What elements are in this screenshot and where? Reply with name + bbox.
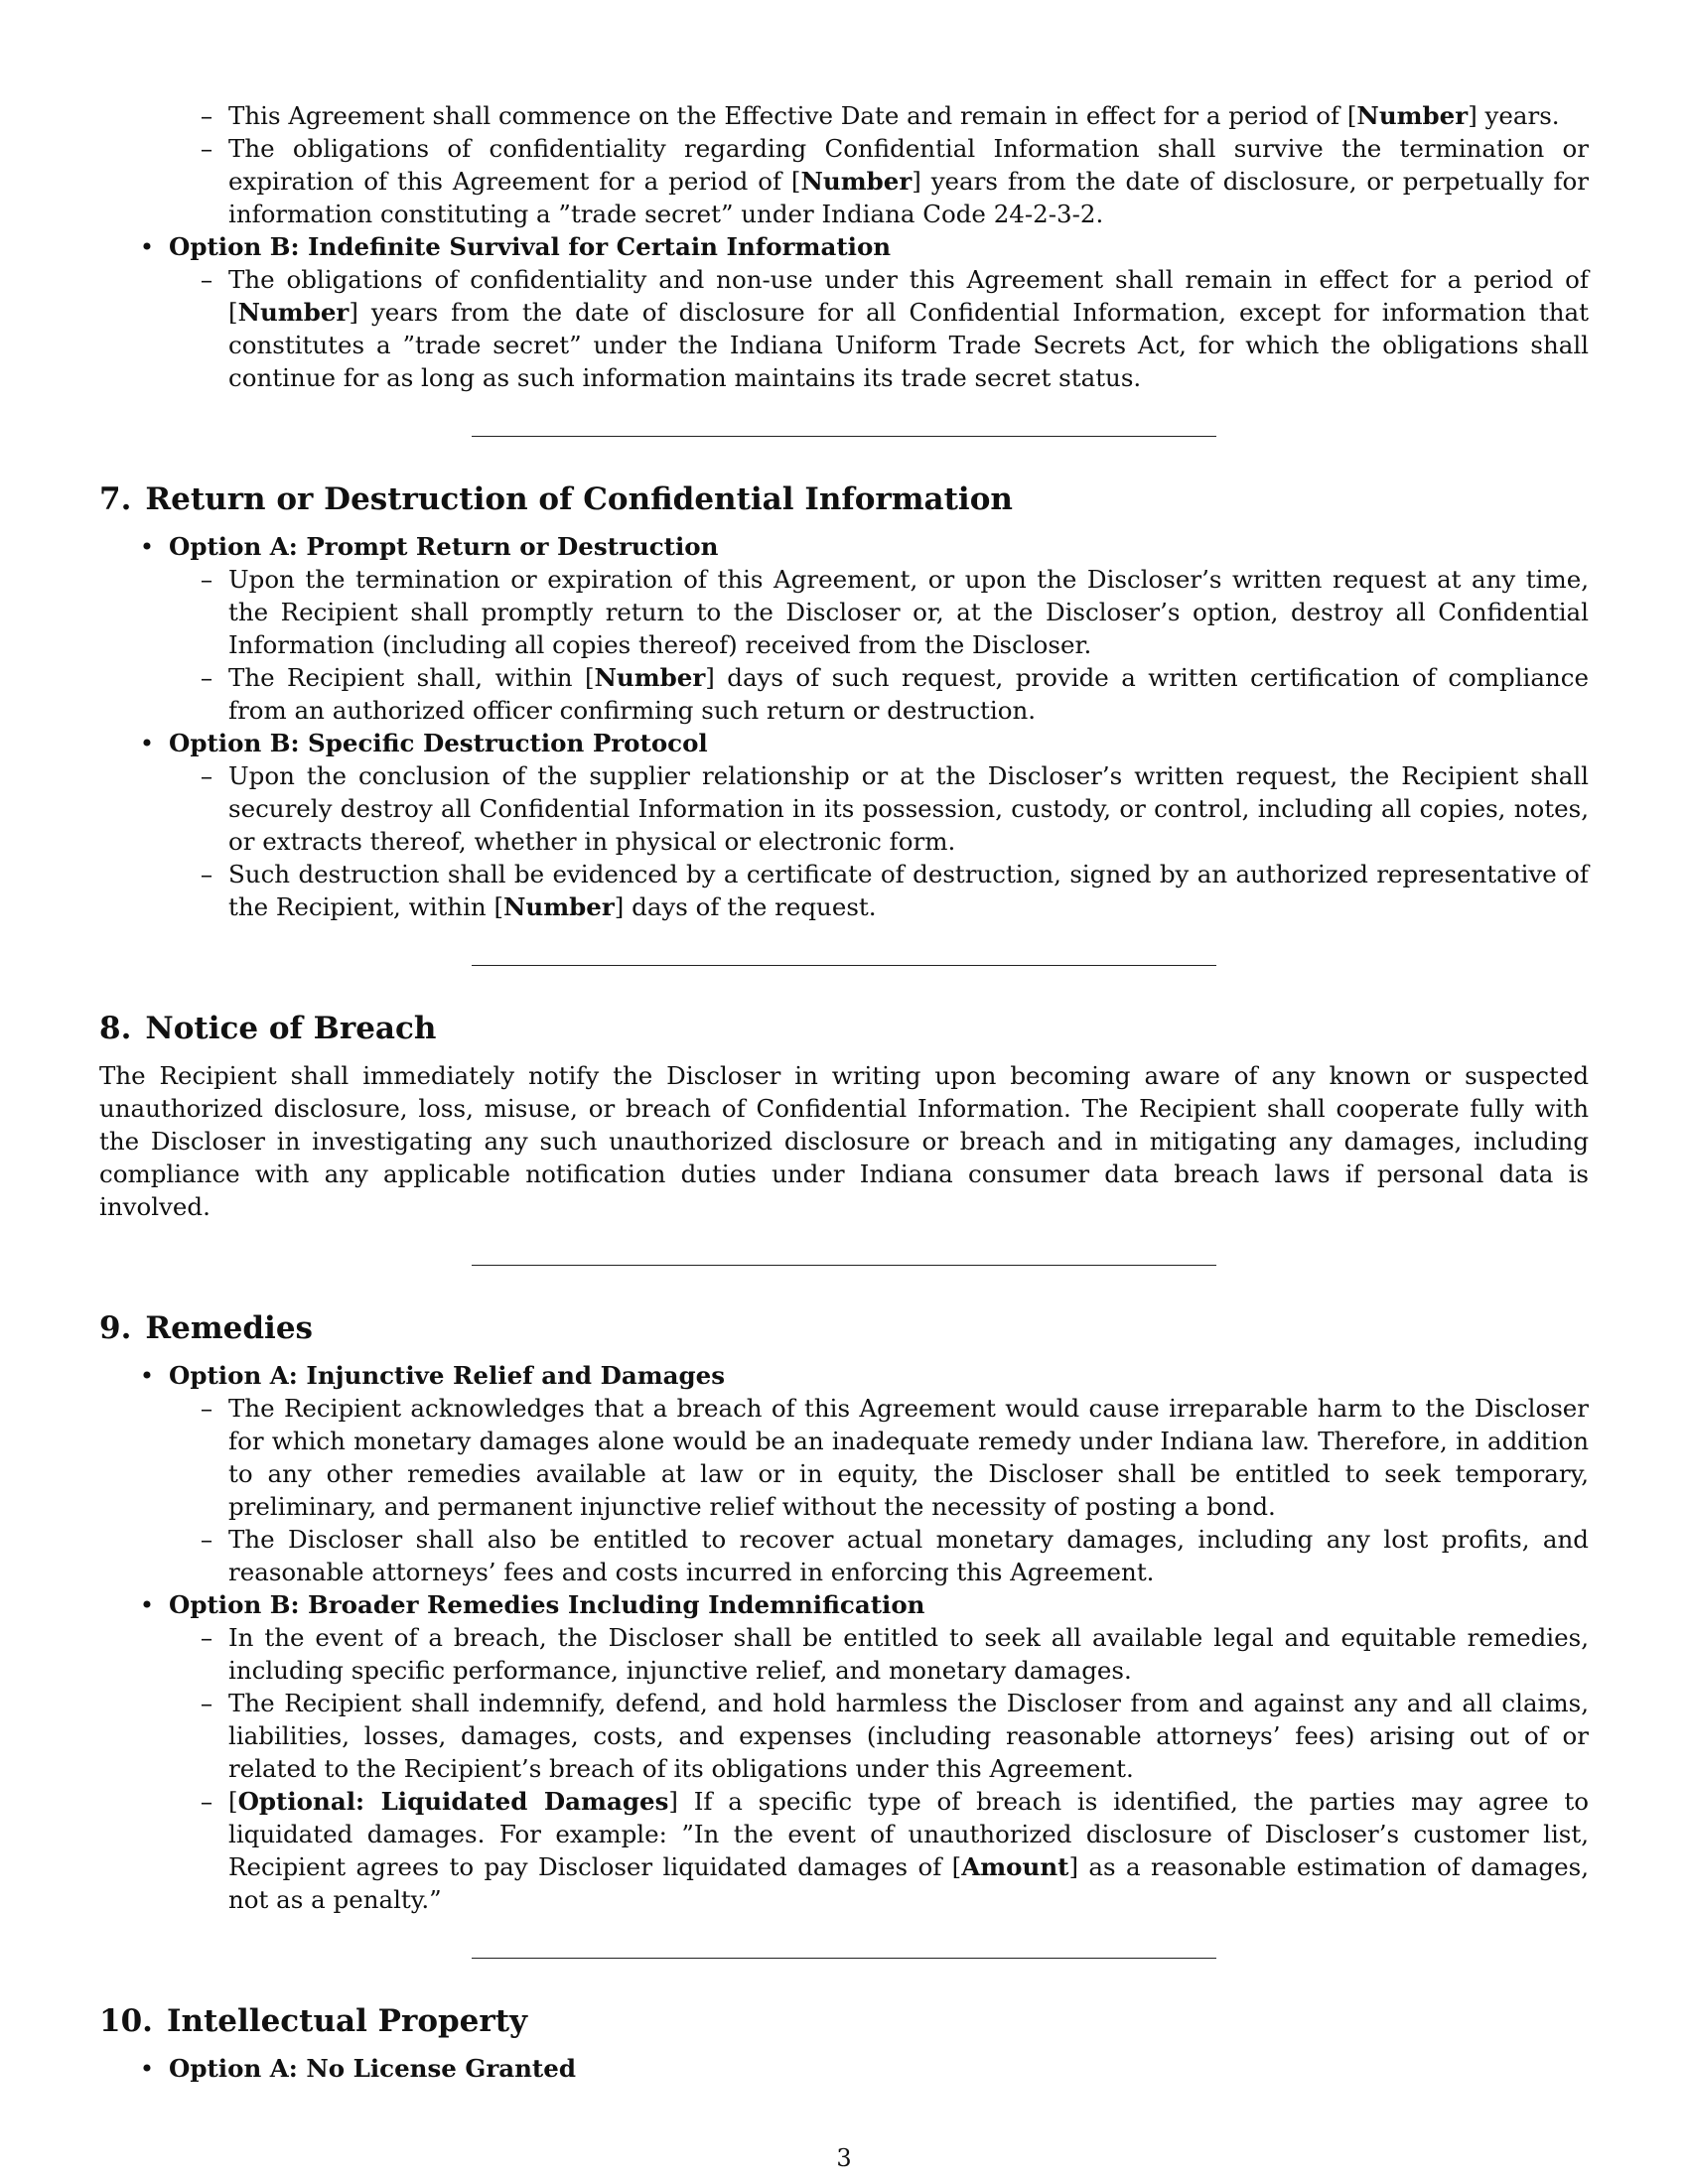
option-sub-list — [169, 1621, 1589, 1916]
option-sub-text: Upon the conclusion of the supplier relationship or at the Discloser’s written request, the Recipient shall securely destroy all Confidential Information in its possession, custody, or control, including all copies, notes, or extracts thereof, whether in physical or electronic form. — [228, 761, 1589, 856]
option-item — [99, 530, 1589, 727]
placeholder-text: Number — [800, 167, 913, 196]
section-divider — [472, 436, 1216, 437]
dash-marker: – — [200, 134, 213, 163]
option-sub-text: [Optional: Liquidated Damages] If a specific type of breach is identified, the parties may agree to liquidated damages. For example: ”In the event of unauthorized disclosure of Discloser’s customer list, Recipient agrees to pay Discloser liquidated damages of [Amount] as a reasonable estimation of damages, not as a penalty.” — [228, 1787, 1589, 1914]
document-page — [99, 99, 1589, 2085]
section-number: 7. — [99, 481, 132, 517]
option-sub-list — [169, 563, 1589, 727]
option-sub-text: The Recipient shall indemnify, defend, and hold harmless the Discloser from and against any and all claims, liabilities, losses, damages, costs, and expenses (including reasonable attorneys’ fees) arising out of or related to the Recipient’s breach of its obligations under this Agreement. — [228, 1689, 1589, 1783]
placeholder-text: Number — [1356, 101, 1469, 130]
section-10-options — [99, 2052, 1589, 2085]
option-sub-text: The Recipient acknowledges that a breach of this Agreement would cause irreparable harm to the Discloser for which monetary damages alone would be an inadequate remedy under Indiana law. Therefore, in addition to any other remedies available at law or in equity, the Discloser shall be entitled to seek temporary, preliminary, and permanent injunctive relief without the necessity of posting a bond. — [228, 1394, 1589, 1521]
option-sub-item — [169, 1392, 1589, 1523]
option-sub-item — [169, 1523, 1589, 1588]
dash-marker: – — [200, 1525, 213, 1554]
section-divider — [472, 965, 1216, 966]
intro-sub-list — [169, 99, 1589, 230]
bullet-marker: • — [139, 232, 155, 261]
section-divider — [472, 1958, 1216, 1959]
option-sub-list — [169, 759, 1589, 923]
dash-marker: – — [200, 565, 213, 594]
option-sub-item — [169, 263, 1589, 394]
placeholder-text: Optional: Liquidated Damages — [237, 1787, 669, 1816]
option-item — [99, 1588, 1589, 1916]
section-title: Notice of Breach — [145, 1011, 437, 1046]
section-heading-9 — [99, 1309, 1589, 1347]
dash-marker: – — [200, 101, 213, 130]
section-9-options — [99, 1359, 1589, 1916]
section-number: 9. — [99, 1310, 132, 1346]
option-sub-item — [169, 563, 1589, 661]
option-sub-list — [169, 1392, 1589, 1588]
dash-marker: – — [200, 663, 213, 692]
option-title: Option A: No License Granted — [169, 2054, 576, 2083]
section-heading-8 — [99, 1010, 1589, 1047]
section-7-options — [99, 530, 1589, 923]
placeholder-text: Number — [594, 663, 706, 692]
option-title: Option B: Specific Destruction Protocol — [169, 729, 708, 757]
option-sub-item — [169, 858, 1589, 923]
dash-marker: – — [200, 1623, 213, 1652]
section-heading-7 — [99, 480, 1589, 518]
option-sub-text: The Recipient shall, within [Number] days of such request, provide a written certification of compliance from an authorized officer confirming such return or destruction. — [228, 663, 1589, 725]
option-sub-item — [169, 1785, 1589, 1916]
section-title: Return or Destruction of Confidential Information — [145, 481, 1013, 517]
bullet-marker: • — [139, 1361, 155, 1390]
bullet-marker: • — [139, 532, 155, 561]
intro-sub-text: The obligations of confidentiality regarding Confidential Information shall survive the termination or expiration of this Agreement for a period of [Number] years from the date of disclosure, or perpetually for information constituting a ”trade secret” under Indiana Code 24-2-3-2. — [228, 134, 1590, 228]
option-sub-item — [169, 759, 1589, 858]
intro-sub-item-1 — [169, 99, 1589, 132]
dash-marker: – — [200, 860, 213, 888]
bullet-marker: • — [139, 1590, 155, 1619]
intro-options — [99, 230, 1589, 394]
placeholder-text: Number — [237, 298, 350, 327]
intro-sub-text: This Agreement shall commence on the Effective Date and remain in effect for a period of [Number] years. — [228, 101, 1560, 130]
dash-marker: – — [200, 1787, 213, 1816]
dash-marker: – — [200, 761, 213, 790]
dash-marker: – — [200, 1394, 213, 1423]
page-number: 3 — [836, 2144, 852, 2172]
section-title: Remedies — [145, 1310, 314, 1346]
option-title: Option B: Indefinite Survival for Certain Information — [169, 232, 892, 261]
option-sub-list — [169, 263, 1589, 394]
section-divider — [472, 1265, 1216, 1266]
intro-option-b — [99, 230, 1589, 394]
option-item — [99, 1359, 1589, 1588]
placeholder-text: Amount — [961, 1852, 1069, 1881]
option-title: Option A: Injunctive Relief and Damages — [169, 1361, 726, 1390]
option-sub-text: The obligations of confidentiality and non-use under this Agreement shall remain in effect for a period of [Number] years from the date of disclosure for all Confidential Information, except for information that constitutes a ”trade secret” under the Indiana Uniform Trade Secrets Act, for which the obligations shall continue for as long as such information maintains its trade secret status. — [228, 265, 1589, 392]
section-heading-10 — [99, 2002, 1589, 2040]
dash-marker: – — [200, 1689, 213, 1717]
section-number: 8. — [99, 1011, 132, 1046]
option-item — [99, 727, 1589, 923]
section-number: 10. — [99, 2003, 153, 2039]
option-title: Option B: Broader Remedies Including Indemnification — [169, 1590, 925, 1619]
option-sub-item — [169, 1687, 1589, 1785]
option-sub-text: The Discloser shall also be entitled to recover actual monetary damages, including any lost profits, and reasonable attorneys’ fees and costs incurred in enforcing this Agreement. — [228, 1525, 1589, 1586]
intro-sub-item-2 — [169, 132, 1589, 230]
bullet-marker: • — [139, 2054, 155, 2083]
section-title: Intellectual Property — [166, 2003, 528, 2039]
option-sub-item — [169, 661, 1589, 727]
placeholder-text: Number — [503, 892, 615, 921]
option-sub-text: Such destruction shall be evidenced by a certificate of destruction, signed by an authorized representative of the Recipient, within [Number] days of the request. — [228, 860, 1589, 921]
option-sub-text: In the event of a breach, the Discloser shall be entitled to seek all available legal and equitable remedies, including specific performance, injunctive relief, and monetary damages. — [228, 1623, 1589, 1685]
option-sub-text: Upon the termination or expiration of this Agreement, or upon the Discloser’s written request at any time, the Recipient shall promptly return to the Discloser or, at the Discloser’s option, destroy all Confidential Information (including all copies thereof) received from the Discloser. — [228, 565, 1589, 659]
dash-marker: – — [200, 265, 213, 294]
section-paragraph: The Recipient shall immediately notify the Discloser in writing upon becoming aware of any known or suspected unauthorized disclosure, loss, misuse, or breach of Confidential Information. The Recipient shall cooperate fully with the Discloser in investigating any such unauthorized disclosure or breach and in mitigating any damages, including compliance with any applicable notification duties under Indiana consumer data breach laws if personal data is involved. — [99, 1061, 1589, 1221]
bullet-marker: • — [139, 729, 155, 757]
option-title: Option A: Prompt Return or Destruction — [169, 532, 719, 561]
option-sub-item — [169, 1621, 1589, 1687]
option-item — [99, 2052, 1589, 2085]
